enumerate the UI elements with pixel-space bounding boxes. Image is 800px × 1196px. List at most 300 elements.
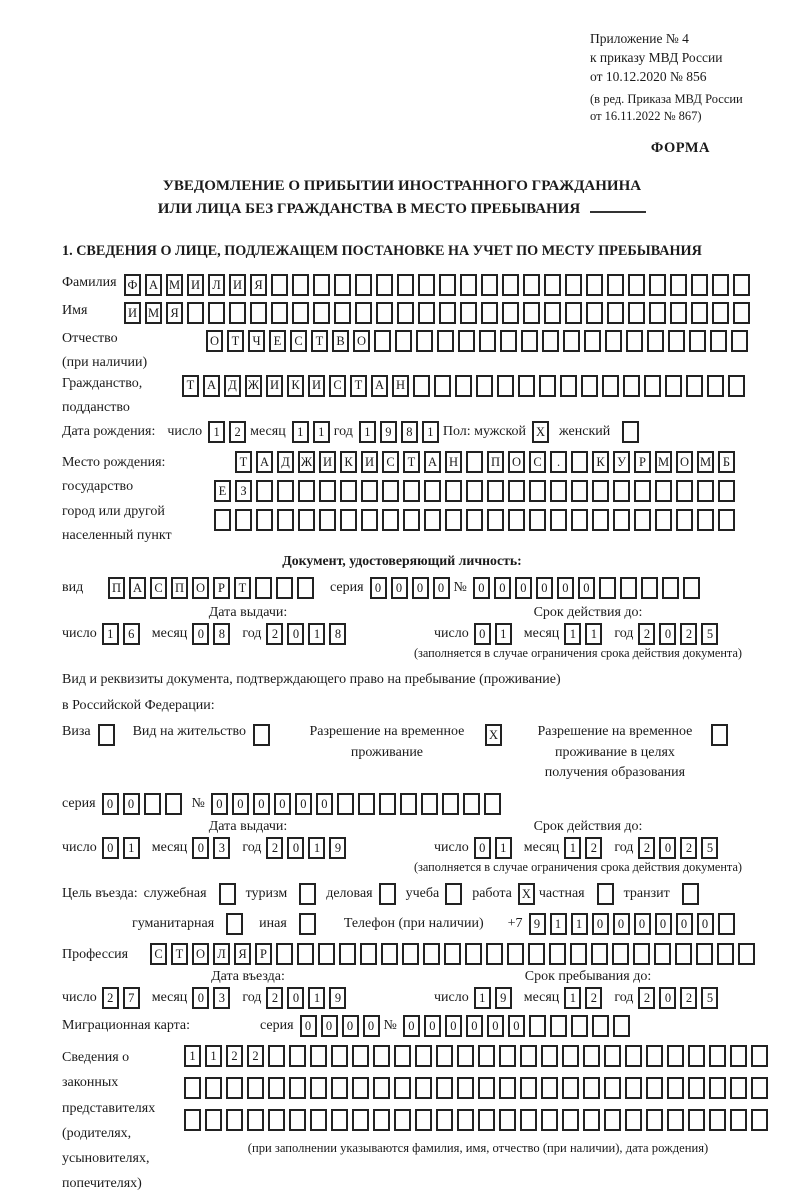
form-cell[interactable]	[355, 302, 372, 324]
form-cell[interactable]	[584, 330, 601, 352]
form-cell[interactable]: 8	[401, 421, 418, 443]
entry-month-boxes[interactable]	[192, 987, 234, 1009]
form-cell[interactable]: 0	[102, 793, 119, 815]
profession-boxes[interactable]	[150, 943, 759, 965]
form-cell[interactable]	[646, 1109, 663, 1131]
form-cell[interactable]: А	[424, 451, 441, 473]
form-cell[interactable]	[625, 1109, 642, 1131]
form-cell[interactable]	[549, 943, 566, 965]
form-cell[interactable]: 2	[680, 837, 697, 859]
form-cell[interactable]: Л	[208, 274, 225, 296]
form-cell[interactable]	[733, 302, 750, 324]
form-cell[interactable]	[655, 509, 672, 531]
form-cell[interactable]: 0	[412, 577, 429, 599]
form-cell[interactable]	[528, 943, 545, 965]
form-cell[interactable]	[667, 1077, 684, 1099]
form-cell[interactable]	[297, 943, 314, 965]
form-cell[interactable]	[397, 274, 414, 296]
form-cell[interactable]	[352, 1109, 369, 1131]
form-cell[interactable]: 0	[592, 913, 609, 935]
form-cell[interactable]	[439, 302, 456, 324]
form-cell[interactable]	[413, 375, 430, 397]
birth-place-row1-boxes[interactable]	[212, 451, 739, 473]
purpose-work-checkbox[interactable]	[518, 883, 539, 905]
form-cell[interactable]: 0	[287, 837, 304, 859]
birth-place-row3-boxes[interactable]	[212, 509, 739, 531]
purpose-other-checkbox[interactable]	[299, 913, 320, 935]
form-cell[interactable]: 2	[638, 987, 655, 1009]
form-cell[interactable]: Е	[214, 480, 231, 502]
form-cell[interactable]	[208, 302, 225, 324]
form-cell[interactable]: С	[150, 577, 167, 599]
form-cell[interactable]: 0	[211, 793, 228, 815]
stay-year-boxes[interactable]	[638, 987, 722, 1009]
migration-card-series-boxes[interactable]	[300, 1015, 384, 1037]
form-cell[interactable]: 0	[274, 793, 291, 815]
form-cell[interactable]: Т	[227, 330, 244, 352]
form-cell[interactable]	[445, 509, 462, 531]
form-cell[interactable]	[647, 330, 664, 352]
form-cell[interactable]	[487, 480, 504, 502]
form-cell[interactable]	[688, 1077, 705, 1099]
form-cell[interactable]	[668, 330, 685, 352]
form-cell[interactable]	[613, 480, 630, 502]
form-cell[interactable]	[379, 793, 396, 815]
form-cell[interactable]	[667, 1045, 684, 1067]
form-cell[interactable]: О	[192, 577, 209, 599]
form-cell[interactable]: 0	[363, 1015, 380, 1037]
form-cell[interactable]: 5	[701, 623, 718, 645]
form-cell[interactable]	[586, 302, 603, 324]
form-cell[interactable]: М	[655, 451, 672, 473]
entry-day-boxes[interactable]	[102, 987, 144, 1009]
form-cell[interactable]: Л	[213, 943, 230, 965]
form-cell[interactable]: К	[287, 375, 304, 397]
form-cell[interactable]	[457, 1077, 474, 1099]
sex-female-checkbox[interactable]	[622, 421, 643, 443]
form-cell[interactable]	[478, 1045, 495, 1067]
form-cell[interactable]	[250, 302, 267, 324]
form-cell[interactable]	[646, 1077, 663, 1099]
form-cell[interactable]	[376, 274, 393, 296]
form-cell[interactable]: 1	[308, 837, 325, 859]
form-cell[interactable]: 7	[123, 987, 140, 1009]
given-name-boxes[interactable]	[124, 302, 754, 324]
form-cell[interactable]	[709, 1077, 726, 1099]
form-cell[interactable]	[444, 943, 461, 965]
form-cell[interactable]	[662, 577, 679, 599]
patronymic-boxes[interactable]	[206, 330, 752, 352]
form-cell[interactable]: 0	[342, 1015, 359, 1037]
form-cell[interactable]	[289, 1109, 306, 1131]
form-cell[interactable]: О	[192, 943, 209, 965]
permit-valid-year-boxes[interactable]	[638, 837, 722, 859]
form-cell[interactable]	[751, 1077, 768, 1099]
form-cell[interactable]	[507, 943, 524, 965]
form-cell[interactable]: Я	[234, 943, 251, 965]
form-cell[interactable]	[688, 1045, 705, 1067]
form-cell[interactable]	[712, 274, 729, 296]
form-cell[interactable]: 0	[466, 1015, 483, 1037]
form-cell[interactable]	[707, 375, 724, 397]
form-cell[interactable]: 2	[638, 623, 655, 645]
form-cell[interactable]	[297, 577, 314, 599]
form-cell[interactable]	[402, 943, 419, 965]
form-cell[interactable]: З	[235, 480, 252, 502]
form-cell[interactable]	[318, 943, 335, 965]
form-cell[interactable]: 9	[329, 837, 346, 859]
form-cell[interactable]: 0	[321, 1015, 338, 1037]
form-cell[interactable]	[339, 943, 356, 965]
form-cell[interactable]	[268, 1077, 285, 1099]
form-cell[interactable]	[276, 943, 293, 965]
form-cell[interactable]: 0	[102, 837, 119, 859]
form-cell[interactable]	[361, 480, 378, 502]
form-cell[interactable]	[586, 274, 603, 296]
form-cell[interactable]: 1	[184, 1045, 201, 1067]
form-cell[interactable]	[360, 943, 377, 965]
form-cell[interactable]	[331, 1045, 348, 1067]
birth-year-boxes[interactable]	[359, 421, 443, 443]
form-cell[interactable]	[319, 480, 336, 502]
residence-permit-checkbox[interactable]	[253, 722, 274, 746]
form-cell[interactable]	[521, 330, 538, 352]
form-cell[interactable]	[226, 913, 243, 935]
form-cell[interactable]	[697, 480, 714, 502]
form-cell[interactable]	[626, 330, 643, 352]
form-cell[interactable]	[502, 274, 519, 296]
form-cell[interactable]	[394, 1109, 411, 1131]
form-cell[interactable]: Ж	[245, 375, 262, 397]
form-cell[interactable]	[436, 1045, 453, 1067]
form-cell[interactable]	[310, 1045, 327, 1067]
form-cell[interactable]: Т	[311, 330, 328, 352]
form-cell[interactable]	[355, 274, 372, 296]
form-cell[interactable]	[541, 1077, 558, 1099]
form-cell[interactable]: 0	[232, 793, 249, 815]
doc-valid-month-boxes[interactable]	[564, 623, 606, 645]
form-cell[interactable]	[331, 1109, 348, 1131]
form-cell[interactable]: 0	[287, 987, 304, 1009]
form-cell[interactable]	[633, 943, 650, 965]
form-cell[interactable]	[728, 375, 745, 397]
form-cell[interactable]	[415, 1045, 432, 1067]
form-cell[interactable]: 0	[557, 577, 574, 599]
form-cell[interactable]	[751, 1045, 768, 1067]
form-cell[interactable]: X	[532, 421, 549, 443]
form-cell[interactable]	[184, 1109, 201, 1131]
form-cell[interactable]: 1	[564, 837, 581, 859]
form-cell[interactable]	[730, 1077, 747, 1099]
form-cell[interactable]: 1	[123, 837, 140, 859]
form-cell[interactable]: 9	[495, 987, 512, 1009]
form-cell[interactable]	[481, 302, 498, 324]
form-cell[interactable]	[529, 480, 546, 502]
form-cell[interactable]	[738, 943, 755, 965]
form-cell[interactable]	[98, 724, 115, 746]
form-cell[interactable]: А	[145, 274, 162, 296]
form-cell[interactable]	[289, 1077, 306, 1099]
form-cell[interactable]: X	[518, 883, 535, 905]
form-cell[interactable]	[592, 509, 609, 531]
form-cell[interactable]: Т	[182, 375, 199, 397]
form-cell[interactable]	[298, 480, 315, 502]
form-cell[interactable]	[571, 1015, 588, 1037]
form-cell[interactable]: 0	[316, 793, 333, 815]
form-cell[interactable]	[649, 274, 666, 296]
form-cell[interactable]	[298, 509, 315, 531]
form-cell[interactable]	[550, 509, 567, 531]
form-cell[interactable]: 2	[102, 987, 119, 1009]
form-cell[interactable]	[675, 943, 692, 965]
form-cell[interactable]	[607, 302, 624, 324]
form-cell[interactable]: 0	[659, 837, 676, 859]
form-cell[interactable]	[214, 509, 231, 531]
form-cell[interactable]	[418, 274, 435, 296]
form-cell[interactable]: 3	[213, 987, 230, 1009]
purpose-business-checkbox[interactable]	[379, 883, 400, 905]
form-cell[interactable]	[313, 302, 330, 324]
form-cell[interactable]	[334, 274, 351, 296]
form-cell[interactable]: С	[529, 451, 546, 473]
form-cell[interactable]	[331, 1077, 348, 1099]
form-cell[interactable]	[484, 793, 501, 815]
form-cell[interactable]	[499, 1045, 516, 1067]
form-cell[interactable]	[571, 480, 588, 502]
form-cell[interactable]	[445, 883, 462, 905]
form-cell[interactable]	[400, 793, 417, 815]
form-cell[interactable]	[395, 330, 412, 352]
form-cell[interactable]	[500, 330, 517, 352]
form-cell[interactable]	[205, 1077, 222, 1099]
form-cell[interactable]	[373, 1077, 390, 1099]
form-cell[interactable]: А	[203, 375, 220, 397]
doc-valid-year-boxes[interactable]	[638, 623, 722, 645]
form-cell[interactable]	[613, 1015, 630, 1037]
form-cell[interactable]: П	[171, 577, 188, 599]
form-cell[interactable]	[712, 302, 729, 324]
form-cell[interactable]	[313, 274, 330, 296]
stay-month-boxes[interactable]	[564, 987, 606, 1009]
permit-valid-month-boxes[interactable]	[564, 837, 606, 859]
form-cell[interactable]	[709, 1109, 726, 1131]
form-cell[interactable]	[562, 1109, 579, 1131]
form-cell[interactable]	[437, 330, 454, 352]
form-cell[interactable]: О	[353, 330, 370, 352]
visa-checkbox[interactable]	[98, 722, 119, 746]
form-cell[interactable]	[541, 1109, 558, 1131]
form-cell[interactable]: Т	[350, 375, 367, 397]
form-cell[interactable]: Р	[213, 577, 230, 599]
form-cell[interactable]: 9	[529, 913, 546, 935]
form-cell[interactable]	[562, 1077, 579, 1099]
form-cell[interactable]	[253, 724, 270, 746]
form-cell[interactable]	[497, 375, 514, 397]
form-cell[interactable]: О	[676, 451, 693, 473]
birth-day-boxes[interactable]	[208, 421, 250, 443]
form-cell[interactable]: О	[206, 330, 223, 352]
doc-type-boxes[interactable]	[108, 577, 318, 599]
form-cell[interactable]	[560, 375, 577, 397]
form-cell[interactable]: 0	[370, 577, 387, 599]
form-cell[interactable]: Н	[445, 451, 462, 473]
form-cell[interactable]	[688, 1109, 705, 1131]
form-cell[interactable]	[597, 883, 614, 905]
form-cell[interactable]	[520, 1045, 537, 1067]
form-cell[interactable]: 0	[494, 577, 511, 599]
form-cell[interactable]	[229, 302, 246, 324]
form-cell[interactable]	[508, 509, 525, 531]
birth-place-row2-boxes[interactable]	[212, 480, 739, 502]
form-cell[interactable]	[421, 793, 438, 815]
form-cell[interactable]	[520, 1109, 537, 1131]
form-cell[interactable]: 0	[192, 623, 209, 645]
form-cell[interactable]	[292, 302, 309, 324]
form-cell[interactable]: 8	[213, 623, 230, 645]
form-cell[interactable]: 3	[213, 837, 230, 859]
form-cell[interactable]	[424, 509, 441, 531]
purpose-official-checkbox[interactable]	[219, 883, 240, 905]
form-cell[interactable]	[455, 375, 472, 397]
form-cell[interactable]	[646, 1045, 663, 1067]
doc-issue-year-boxes[interactable]	[266, 623, 350, 645]
form-cell[interactable]	[592, 1015, 609, 1037]
form-cell[interactable]	[676, 480, 693, 502]
form-cell[interactable]	[247, 1077, 264, 1099]
form-cell[interactable]	[670, 302, 687, 324]
form-cell[interactable]	[403, 509, 420, 531]
form-cell[interactable]: Б	[718, 451, 735, 473]
form-cell[interactable]: Т	[234, 577, 251, 599]
form-cell[interactable]	[476, 375, 493, 397]
form-cell[interactable]: 0	[391, 577, 408, 599]
form-cell[interactable]: 0	[300, 1015, 317, 1037]
form-cell[interactable]: К	[340, 451, 357, 473]
form-cell[interactable]	[571, 509, 588, 531]
form-cell[interactable]	[334, 302, 351, 324]
doc-valid-day-boxes[interactable]	[474, 623, 516, 645]
form-cell[interactable]: П	[487, 451, 504, 473]
form-cell[interactable]	[376, 302, 393, 324]
form-cell[interactable]	[463, 793, 480, 815]
entry-year-boxes[interactable]	[266, 987, 350, 1009]
form-cell[interactable]: 0	[424, 1015, 441, 1037]
form-cell[interactable]: 0	[487, 1015, 504, 1037]
form-cell[interactable]: 0	[445, 1015, 462, 1037]
form-cell[interactable]: 0	[192, 837, 209, 859]
form-cell[interactable]	[184, 1077, 201, 1099]
form-cell[interactable]	[499, 1077, 516, 1099]
form-cell[interactable]: 1	[564, 623, 581, 645]
form-cell[interactable]	[604, 1077, 621, 1099]
form-cell[interactable]	[382, 480, 399, 502]
form-cell[interactable]	[682, 883, 699, 905]
form-cell[interactable]	[436, 1077, 453, 1099]
form-cell[interactable]: 1	[495, 837, 512, 859]
form-cell[interactable]: 0	[659, 987, 676, 1009]
form-cell[interactable]: 0	[655, 913, 672, 935]
form-cell[interactable]	[403, 480, 420, 502]
representatives-row1-boxes[interactable]	[184, 1045, 772, 1067]
purpose-humanitarian-checkbox[interactable]	[226, 913, 247, 935]
form-cell[interactable]	[583, 1109, 600, 1131]
form-cell[interactable]	[481, 274, 498, 296]
form-cell[interactable]: 2	[266, 987, 283, 1009]
form-cell[interactable]	[563, 330, 580, 352]
form-cell[interactable]: И	[361, 451, 378, 473]
form-cell[interactable]	[628, 302, 645, 324]
form-cell[interactable]	[416, 330, 433, 352]
form-cell[interactable]: О	[508, 451, 525, 473]
form-cell[interactable]: 0	[634, 913, 651, 935]
form-cell[interactable]	[205, 1109, 222, 1131]
form-cell[interactable]: А	[256, 451, 273, 473]
form-cell[interactable]	[415, 1077, 432, 1099]
form-cell[interactable]: Ж	[298, 451, 315, 473]
form-cell[interactable]	[340, 509, 357, 531]
form-cell[interactable]	[458, 330, 475, 352]
form-cell[interactable]	[676, 509, 693, 531]
form-cell[interactable]: 2	[229, 421, 246, 443]
form-cell[interactable]	[144, 793, 161, 815]
form-cell[interactable]	[479, 330, 496, 352]
form-cell[interactable]	[550, 480, 567, 502]
form-cell[interactable]	[634, 480, 651, 502]
form-cell[interactable]	[649, 302, 666, 324]
form-cell[interactable]: 5	[701, 987, 718, 1009]
form-cell[interactable]: С	[150, 943, 167, 965]
form-cell[interactable]: Ф	[124, 274, 141, 296]
form-cell[interactable]	[466, 509, 483, 531]
form-cell[interactable]	[570, 943, 587, 965]
form-cell[interactable]	[689, 330, 706, 352]
permit-issue-year-boxes[interactable]	[266, 837, 350, 859]
form-cell[interactable]	[478, 1077, 495, 1099]
form-cell[interactable]: 0	[287, 623, 304, 645]
form-cell[interactable]: И	[187, 274, 204, 296]
form-cell[interactable]: И	[308, 375, 325, 397]
form-cell[interactable]	[255, 577, 272, 599]
form-cell[interactable]	[299, 883, 316, 905]
form-cell[interactable]	[415, 1109, 432, 1131]
form-cell[interactable]	[465, 943, 482, 965]
doc-series-boxes[interactable]	[370, 577, 454, 599]
form-cell[interactable]: М	[166, 274, 183, 296]
sex-male-checkbox[interactable]	[532, 421, 553, 443]
form-cell[interactable]	[424, 480, 441, 502]
form-cell[interactable]	[539, 375, 556, 397]
form-cell[interactable]	[187, 302, 204, 324]
doc-issue-day-boxes[interactable]	[102, 623, 144, 645]
doc-number-boxes[interactable]	[473, 577, 704, 599]
form-cell[interactable]	[718, 480, 735, 502]
form-cell[interactable]	[686, 375, 703, 397]
form-cell[interactable]: 2	[585, 837, 602, 859]
form-cell[interactable]	[374, 330, 391, 352]
form-cell[interactable]	[310, 1109, 327, 1131]
form-cell[interactable]: 0	[253, 793, 270, 815]
form-cell[interactable]	[544, 302, 561, 324]
form-cell[interactable]: 2	[266, 837, 283, 859]
form-cell[interactable]	[622, 421, 639, 443]
form-cell[interactable]	[382, 509, 399, 531]
form-cell[interactable]: С	[290, 330, 307, 352]
form-cell[interactable]	[289, 1045, 306, 1067]
form-cell[interactable]: 0	[578, 577, 595, 599]
form-cell[interactable]: 0	[474, 623, 491, 645]
form-cell[interactable]	[628, 274, 645, 296]
form-cell[interactable]	[604, 1045, 621, 1067]
